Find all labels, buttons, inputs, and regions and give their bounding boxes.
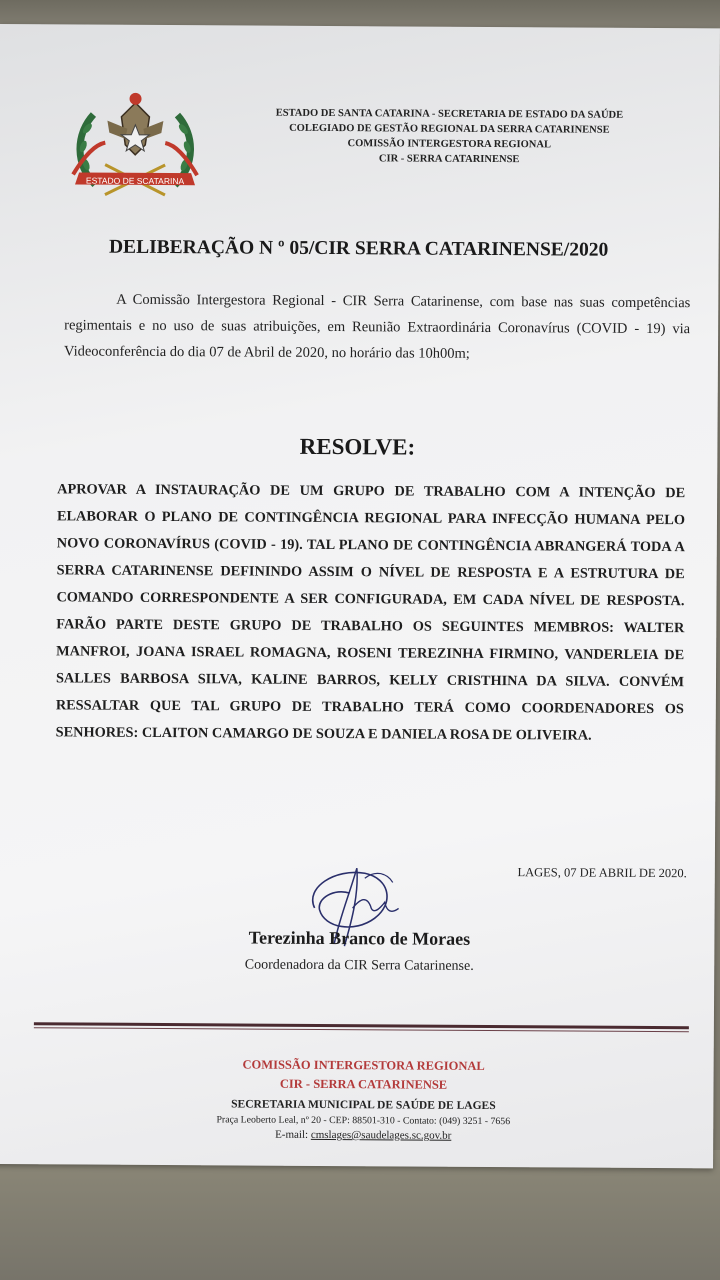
footer-contact bbox=[143, 1097, 583, 1145]
emblem-ribbon-text bbox=[79, 172, 191, 187]
signer-name: Terezinha Branco de Moraes bbox=[248, 927, 471, 949]
footer-org-line-1: COMISSÃO INTERGESTORA REGIONAL bbox=[242, 1057, 485, 1073]
footer-org-line-2: CIR - SERRA CATARINENSE bbox=[279, 1076, 448, 1092]
footer-organization bbox=[153, 1055, 573, 1096]
date-line: LAGES, 07 DE ABRIL DE 2020. bbox=[517, 865, 687, 881]
resolution-text: APROVAR A INSTAURAÇÃO DE UM GRUPO DE TRABALHO COM A INTENÇÃO DE ELABORAR O PLANO DE CONTINGÊNCIA REGIONAL PARA INFECÇÃO HUMANA PELO NOVO CORONAVÍRUS (COVID - 19). TAL PLANO DE CONTINGÊNCIA ABRANGERÁ TODA A SERRA CATARINENSE DEFININDO ASSIM O NÍVEL DE RESPOSTA E A ESTRUTURA DE COMANDO CORRESPONDENTE A SER CONFIGURADA, EM CADA NÍVEL DE RESPOSTA. FARÃO PARTE DESTE GRUPO DE TRABALHO OS SEGUINTES MEMBROS: WALTER MANFROI, JOANA ISRAEL ROMAGNA, ROSENI TEREZINHA FIRMINO, VANDERLEIA DE SALLES BARBOSA SILVA, KALINE BARROS, KELLY CRISTHINA DA SILVA. CONVÉM RESSALTAR QUE TAL GRUPO DE TRABALHO TERÁ COMO COORDENADORES OS SENHORES: CLAITON CAMARGO DE SOUZA E DANIELA ROSA DE OLIVEIRA. bbox=[55, 481, 686, 744]
letterhead-line-4: CIR - SERRA CATARINENSE bbox=[378, 153, 520, 166]
resolution-body bbox=[56, 476, 686, 750]
letterhead-line-3: COMISSÃO INTERGESTORA REGIONAL bbox=[347, 138, 552, 151]
background-surface bbox=[0, 1150, 720, 1280]
letterhead bbox=[239, 105, 659, 168]
signer-role: Coordenadora da CIR Serra Catarinense. bbox=[244, 957, 474, 974]
intro-paragraph bbox=[64, 286, 690, 368]
document-title: DELIBERAÇÃO N º 05/CIR SERRA CATARINENSE/2020 bbox=[108, 236, 609, 261]
letterhead-line-1: ESTADO DE SANTA CATARINA - SECRETARIA DE ESTADO DA SAÚDE bbox=[275, 107, 624, 121]
emblem-text: ESTADO DE SCATARINA bbox=[85, 175, 185, 187]
footer-address: Praça Leoberto Leal, nº 20 - CEP: 88501-310 - Contato: (049) 3251 - 7656 bbox=[216, 1114, 511, 1128]
footer-email-label: E-mail: bbox=[275, 1128, 309, 1141]
footer-email-line bbox=[143, 1127, 583, 1145]
footer-email-link[interactable]: cmslages@saudelages.sc.gov.br bbox=[310, 1128, 452, 1142]
letterhead-line-2: COLEGIADO DE GESTÃO REGIONAL DA SERRA CATARINENSE bbox=[289, 122, 610, 136]
footer-secretaria: SECRETARIA MUNICIPAL DE SAÚDE DE LAGES bbox=[231, 1098, 496, 1113]
document-page bbox=[0, 24, 720, 1168]
resolve-heading: RESOLVE: bbox=[299, 433, 416, 460]
intro-text: A Comissão Intergestora Regional - CIR Serra Catarinense, com base nas suas competências regimentais e no uso de suas atribuições, em Reunião Extraordinária Coronavírus (COVID - 19) via Videoconferência do dia 07 de Abril de 2020, no horário das 10h00m; bbox=[63, 291, 691, 362]
